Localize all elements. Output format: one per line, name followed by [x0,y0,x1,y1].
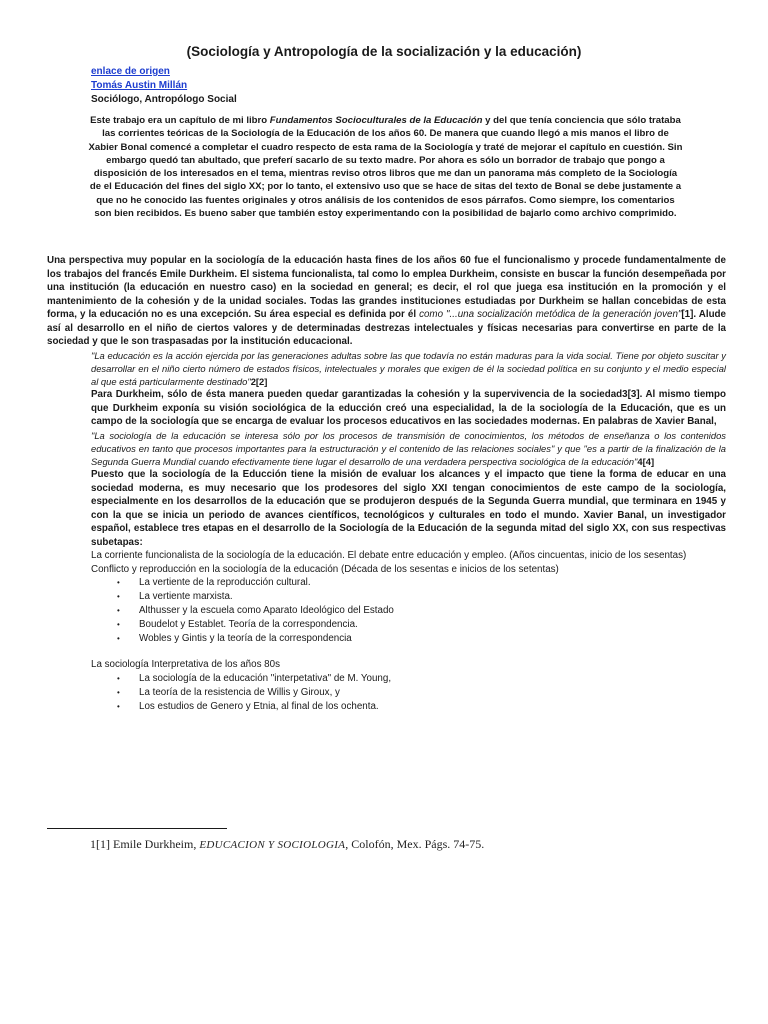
footnote-ref[interactable]: 2[2] [250,375,268,387]
inline-quote: como "...una socialización metódica de la generación joven" [419,309,682,320]
stage-conflict-list [117,576,726,646]
quote-text: "La sociología de la educación se interesa sólo por los procesos de transmisión de conocimientos, los métodos de enseñanza o los contenidos educativos en tanto que procesos importantes para la estructuración y el contenido de las relaciones sociales" y que "es a partir de la finalización de la Segunda Guerra Mundial cuando efectivamente tiene lugar el desarrollo de una verdadera perspectiva sociológica de la educación" [91,429,726,468]
author-role: Sociólogo, Antropólogo Social [91,94,237,105]
origin-link[interactable]: enlace de origen [91,66,170,77]
footnote [90,837,484,852]
paragraph-sociology-mission: Puesto que la sociología de la Educción tiene la misión de evaluar los alcances y el impacto que tiene la forma de educar en una sociedad moderna, es muy necesario que los prodesores del siglo XXI tengan conocimientos de este campo de la sociología, especialmente en los desarrollos de la educación que se produjeron después de la Segunda Guerra mundial, que terminara en 1945 y con la que se inicia un periodo de avances científicos, tecnológicos y culturales en todo el mundo. Xavier Banal, un investigador español, establece tres etapas en el desarrollo de la Sociología de la Educación de la segunda mitad del siglo XX, con sus respectivas subetapas: [91,469,726,548]
paragraph-functionalism [47,254,726,349]
stage-interpretative: La sociología Interpretativa de los años 80s [91,659,280,671]
paragraph-text: Una perspectiva muy popular en la sociología de la educación hasta fines de los años 60 fue el funcionalismo y procede fundamentalmente de los trabajos del francés Emile Durkheim. El sistema funcionalista, tal como lo emplea Durkheim, consiste en buscar la función desempeñada por una institución (la educación en nuestro caso) en la sociedad en general; es decir, el rol que juega esa institución en la promoción y el mantenimiento de la cohesión y de la unidad sociales. Todas las grandes instituciones estudiadas por Durkheim se hallan concebidas de esta forma, y la educación no es una excepción. Su área especial es definida por él [47,255,726,320]
intro-text-start: Este trabajo era un capítulo de mi libro [90,115,270,126]
main-content [47,254,726,714]
intro-paragraph [88,114,683,220]
footnote-ref[interactable]: 4[4] [637,456,655,468]
stage-functionalist: La corriente funcionalista de la sociología de la educación. El debate entre educación y empleo. (Años cincuentas, inicio de los sesentas) [91,550,687,562]
list-item: • La vertiente marxista. [117,590,726,604]
footnote-rest: , Colofón, Mex. Págs. 74-75. [345,837,485,851]
quote-text: "La educación es la acción ejercida por las generaciones adultas sobre las que todavía no están maduras para la vida social. Tiene por objeto suscitar y desarrollar en el niño cierto número de estados físicos, intelectuales y morales que exigen de él la sociedad política en su conjunto y el medio especial al que está particularmente destinado" [91,349,726,387]
footnote-ref[interactable]: [1] [681,309,694,320]
list-item: • Althusser y la escuela como Aparato Ideológico del Estado [117,604,726,618]
list-item: • Los estudios de Genero y Etnia, al final de los ochenta. [117,700,726,714]
stage-interpretative-list [117,672,726,714]
page-title: (Sociología y Antropología de la socialización y la educación) [186,44,582,59]
footnote-author: Emile Durkheim, [110,837,200,851]
intro-text-rest: y del que tenía conciencia que sólo trataba las corrientes teóricas de la Sociología de la Educación de los años 60. De manera que cuando llegó a mis manos el libro de Xabier Bonal comencé a completar el cuadro respecto de esta rama de la Sociología y traté de mejorar el capítulo en cuestión. Sin embargo quedó tan abultado, que preferí sacarlo de su texto madre. Por ahora es sólo un borrador de trabajo que pongo a disposición de los interesados en el tema, mientras reviso otros libros que me dan un panorama más completo de la Sociología de el Educación del fines del siglo XX; por lo tanto, el extensivo uso que se hace de sitas del texto de Bonal se debe justamente a que no he conocido las fuentes originales y otros análisis de los contenidos de esos párrafos. Como siempre, los comentarios son bien recibidos. Es bueno saber que también estoy experimentando con la posibilidad de bajarlo como archivo comprimido. [88,115,683,220]
durkheim-quote [91,349,726,389]
list-item: • Wobles y Gintis y la teoría de la correspondencia [117,632,726,646]
author-link[interactable]: Tomás Austin Millán [91,80,188,91]
paragraph-durkheim: Para Durkheim, sólo de ésta manera pueden quedar garantizadas la cohesión y la supervivencia de la sociedad3[3]. Al mismo tiempo que Durkheim exponía su visión sociológica de la educción creó una especialidad, la de la sociología de la Educación, que es un campo de la sociología que se encarga de evaluar los procesos educativos en las sociedades modernas. En palabras de Xavier Banal, [91,389,726,428]
footnote-divider [47,828,227,829]
list-item: • La vertiente de la reproducción cultural. [117,576,726,590]
list-item: • Boudelot y Establet. Teoría de la correspondencia. [117,618,726,632]
footnote-book: EDUCACION Y SOCIOLOGIA [199,839,346,851]
list-item: • La sociología de la educación "interpetativa" de M. Young, [117,672,726,686]
paragraph-text-end: . Alude así al desarrollo en el niño de ciertos valores y de determinadas destrezas intelectuales y físicas necesarias para convertirse en parte de la sociedad y que le son traspasadas por la institución educacional. [47,309,726,347]
list-item: • La teoría de la resistencia de Willis y Giroux, y [117,686,726,700]
intro-book-title: Fundamentos Socioculturales de la Educación [269,115,483,126]
stage-conflict: Conflicto y reproducción en la sociología de la educación (Década de los sesentas e inicios de los setentas) [91,563,559,575]
banal-quote [91,429,726,469]
header-links [91,65,237,107]
footnote-mark[interactable]: 1[1] [90,837,110,851]
